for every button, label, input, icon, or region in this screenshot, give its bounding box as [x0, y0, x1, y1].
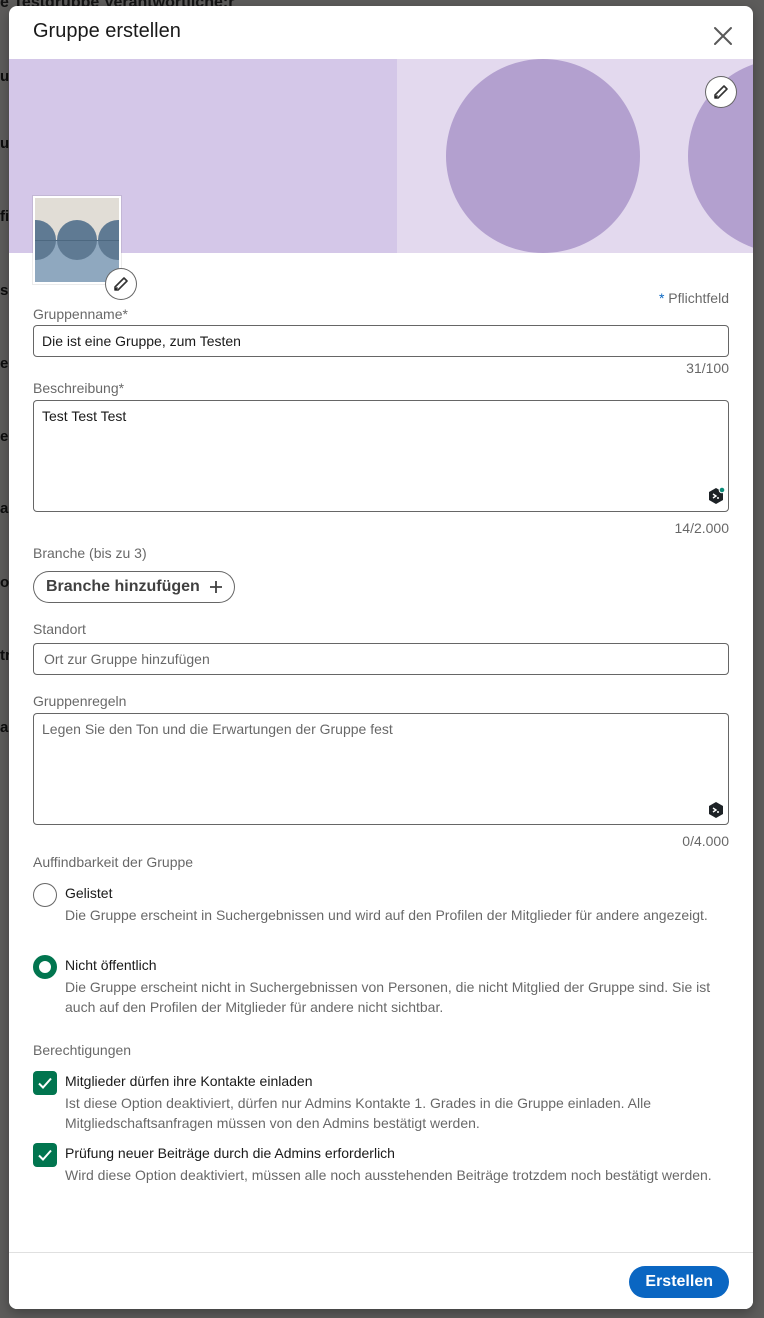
location-label: Standort: [33, 621, 86, 637]
ai-assist-icon[interactable]: [707, 801, 725, 819]
pencil-icon: [713, 84, 729, 100]
plus-icon: [208, 579, 224, 595]
add-industry-label: Branche hinzufügen: [46, 578, 200, 595]
group-name-counter: 31/100: [686, 360, 729, 376]
pencil-icon: [113, 276, 129, 292]
option-title: Mitglieder dürfen ihre Kontakte einladen: [65, 1073, 313, 1089]
cover-circle-shape: [446, 59, 640, 253]
permission-invite-contacts[interactable]: [33, 1071, 733, 1131]
ai-assist-icon[interactable]: [707, 487, 725, 505]
close-icon: [711, 24, 735, 48]
create-group-dialog: [9, 6, 753, 1309]
checkmark-icon: [36, 1074, 54, 1092]
option-title: Prüfung neuer Beiträge durch die Admins erforderlich: [65, 1145, 395, 1161]
description-label: Beschreibung*: [33, 380, 125, 396]
rules-label: Gruppenregeln: [33, 693, 127, 709]
discoverability-option-private[interactable]: [33, 955, 733, 1015]
dialog-header: [9, 6, 753, 59]
option-description: Wird diese Option deaktiviert, müssen alle noch ausstehenden Beiträge trotzdem noch bestätigt werden.: [65, 1167, 712, 1183]
description-counter: 14/2.000: [674, 520, 729, 536]
add-industry-button[interactable]: [33, 571, 235, 603]
required-field-note: [659, 290, 729, 306]
discoverability-label: Auffindbarkeit der Gruppe: [33, 854, 194, 870]
listed-radio[interactable]: [33, 883, 57, 907]
option-title: Gelistet: [65, 885, 113, 901]
required-star: *: [658, 290, 665, 306]
group-name-input[interactable]: [33, 325, 729, 357]
permission-admin-review[interactable]: [33, 1143, 733, 1203]
group-logo: [33, 196, 121, 284]
group-logo-image: [35, 198, 119, 282]
required-note-text: Pflichtfeld: [668, 290, 729, 306]
dialog-footer: [9, 1252, 753, 1309]
close-button[interactable]: [711, 24, 735, 48]
option-description: Ist diese Option deaktiviert, dürfen nur Admins Kontakte 1. Grades in die Gruppe einladen. Alle Mitgliedschaftsanfragen müssen von den Admins bestätigt werden.: [65, 1095, 652, 1131]
edit-logo-button[interactable]: [105, 268, 137, 300]
option-description: Die Gruppe erscheint nicht in Suchergebnissen von Personen, die nicht Mitglied der Gruppe sind. Sie ist auch auf den Profilen der Mitglieder für andere nicht sichtbar.: [65, 979, 711, 1015]
rules-counter: 0/4.000: [682, 833, 729, 849]
permissions-label: Berechtigungen: [33, 1042, 132, 1058]
admin-review-checkbox[interactable]: [33, 1143, 57, 1167]
rules-textarea[interactable]: [33, 713, 729, 825]
create-button[interactable]: Erstellen: [629, 1266, 729, 1298]
edit-cover-button[interactable]: [705, 76, 737, 108]
checkmark-icon: [36, 1146, 54, 1164]
discoverability-option-listed[interactable]: [33, 883, 733, 943]
private-radio[interactable]: [33, 955, 57, 979]
option-description: Die Gruppe erscheint in Suchergebnissen und wird auf den Profilen der Mitglieder für andere angezeigt.: [65, 907, 708, 923]
description-textarea[interactable]: [33, 400, 729, 512]
invite-contacts-checkbox[interactable]: [33, 1071, 57, 1095]
location-input[interactable]: [33, 643, 729, 675]
option-title: Nicht öffentlich: [65, 957, 157, 973]
group-name-label: Gruppenname*: [33, 306, 128, 322]
industry-label: Branche (bis zu 3): [33, 545, 147, 561]
dialog-title: Gruppe erstellen: [33, 20, 181, 42]
